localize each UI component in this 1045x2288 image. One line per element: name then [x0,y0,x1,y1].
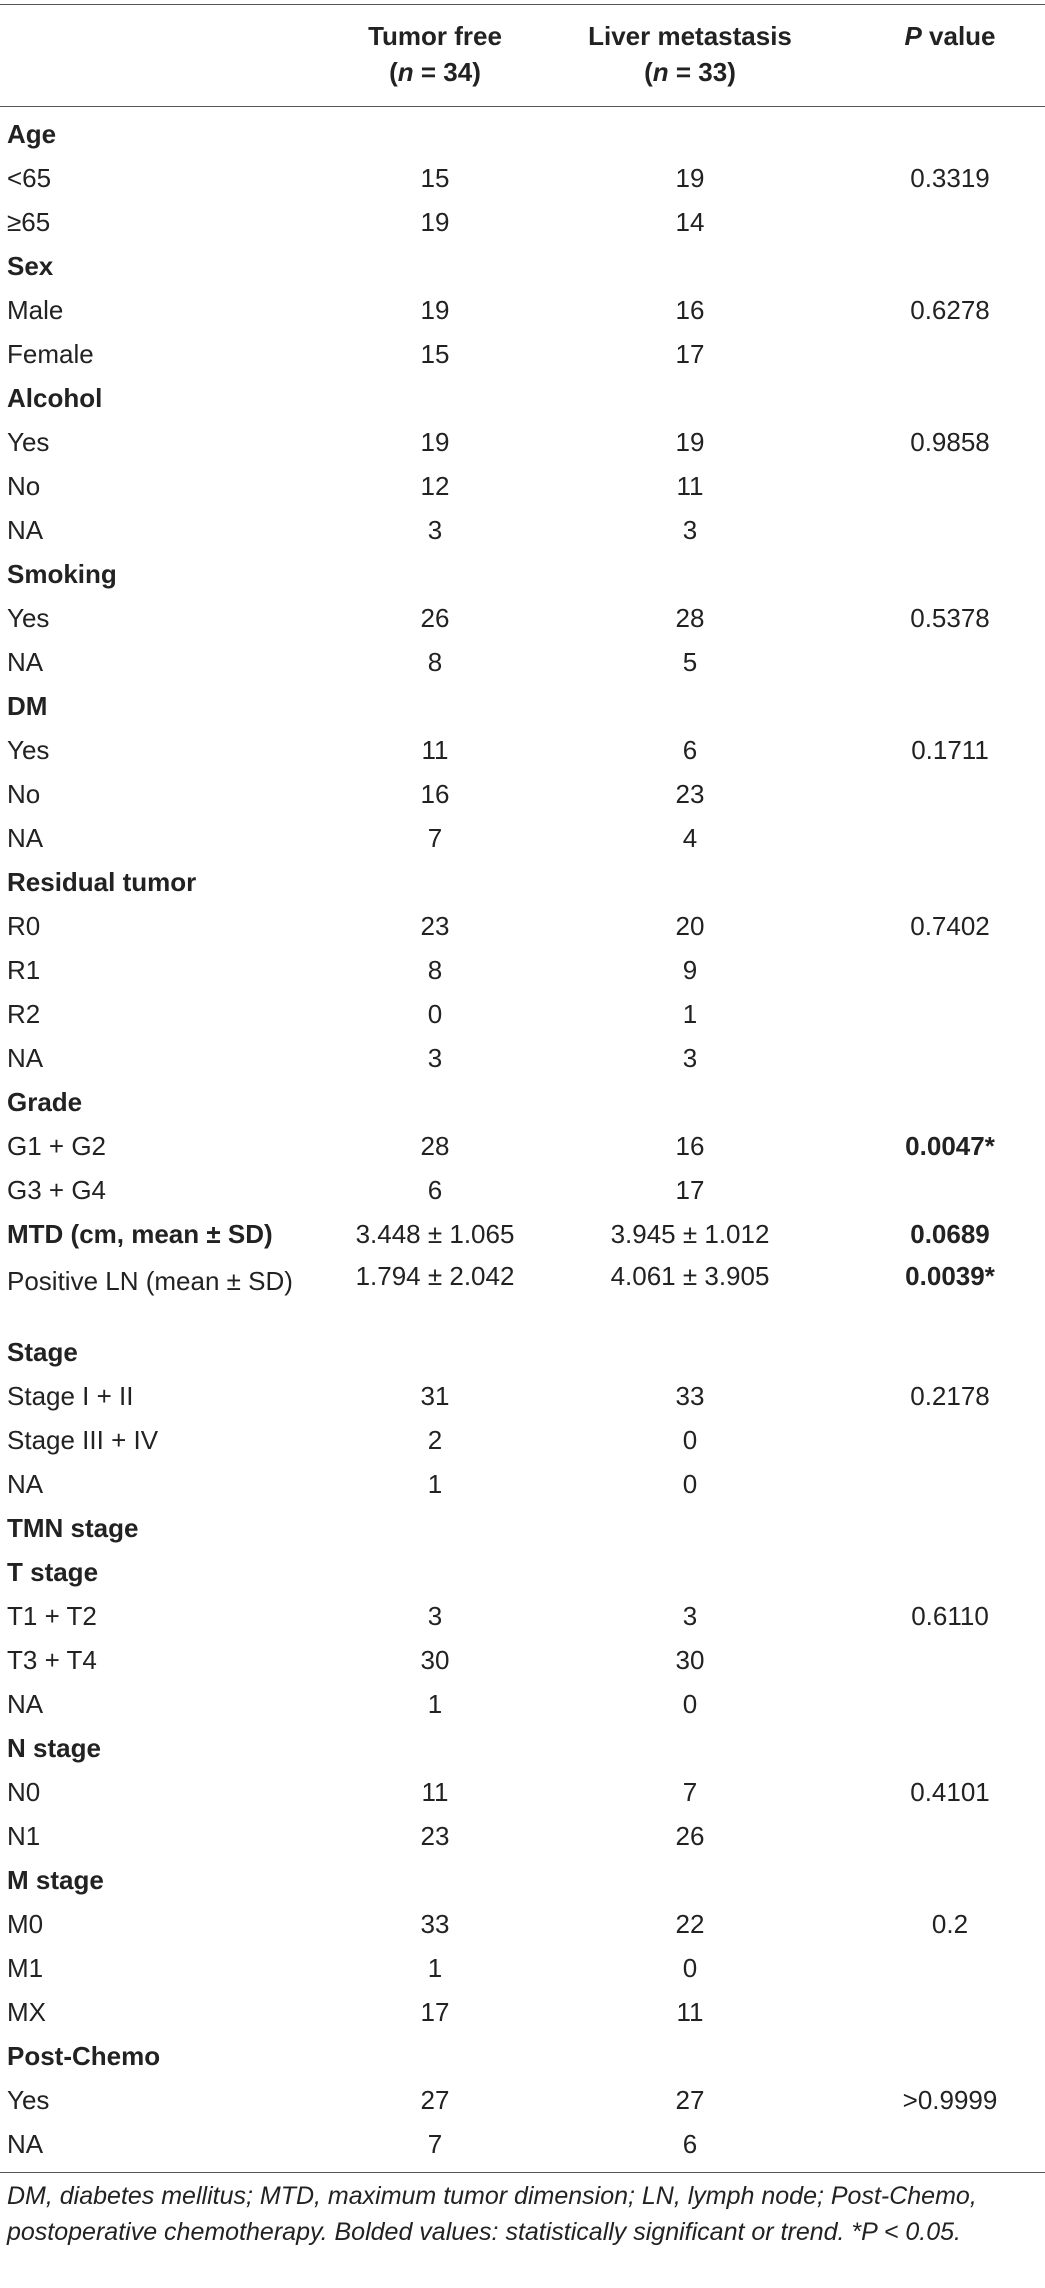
header-liver-metastasis [560,18,820,90]
row-label: T1 + T2 [7,1601,97,1631]
cell-liver-metastasis: 6 [682,2129,698,2159]
row-label: Smoking [7,559,117,589]
row-label: TMN stage [7,1513,139,1543]
table-row [0,508,1045,552]
cell-tumor-free: 0 [427,999,443,1029]
row-label: ≥65 [7,207,51,237]
header-liver-metastasis-value: = 33) [668,57,736,87]
table-row [0,904,1045,948]
table-row [0,1168,1045,1212]
cell-liver-metastasis: 27 [675,2085,705,2115]
header-p-letter: P [904,21,922,51]
row-label: R1 [7,955,41,985]
table-row [0,1902,1045,1946]
cell-liver-metastasis: 23 [675,779,705,809]
cell-tumor-free: 2 [427,1425,443,1455]
cell-tumor-free: 16 [420,779,450,809]
cell-tumor-free: 7 [427,823,443,853]
cell-tumor-free: 1 [427,1469,443,1499]
row-label: DM [7,691,48,721]
header-p-value-title [860,18,1040,54]
cell-p-value: 0.0039* [905,1261,995,1291]
table-section-row [0,860,1045,904]
table-row [0,332,1045,376]
row-label: Post-Chemo [7,2041,161,2071]
cell-tumor-free: 12 [420,471,450,501]
cell-liver-metastasis: 3 [682,515,698,545]
cell-liver-metastasis: 19 [675,427,705,457]
table-row [0,1212,1045,1256]
cell-liver-metastasis: 1 [682,999,698,1029]
table-row [0,1256,1045,1330]
cell-tumor-free: 11 [421,1777,449,1807]
table-row [0,420,1045,464]
table-row [0,772,1045,816]
row-label: R0 [7,911,41,941]
row-label: G1 + G2 [7,1131,106,1161]
row-label: Male [7,295,64,325]
cell-liver-metastasis: 5 [682,647,698,677]
cell-liver-metastasis: 9 [682,955,698,985]
table-row [0,1814,1045,1858]
table-section-row [0,2034,1045,2078]
header-p-rest: value [921,21,996,51]
row-label: Stage III + IV [7,1425,159,1455]
table-section-row [0,1858,1045,1902]
cell-liver-metastasis: 28 [675,603,705,633]
cell-p-value: 0.6278 [910,295,990,325]
cell-tumor-free: 17 [420,1997,450,2027]
cell-tumor-free: 1 [427,1953,443,1983]
header-rule [0,106,1045,107]
row-label: Female [7,339,94,369]
table-section-row [0,244,1045,288]
table-row [0,464,1045,508]
cell-tumor-free: 15 [420,163,450,193]
header-tumor-free-value: = 34) [413,57,481,87]
row-label: Alcohol [7,383,103,413]
table-row [0,1036,1045,1080]
cell-p-value: 0.0689 [910,1219,990,1249]
table-footnote: DM, diabetes mellitus; MTD, maximum tumor dimension; LN, lymph node; Post-Chemo, postoperative chemotherapy. Bolded values: statistically significant or trend. *P < 0.05. [7,2182,977,2246]
table-row [0,948,1045,992]
row-label: Age [7,119,57,149]
cell-liver-metastasis: 0 [682,1469,698,1499]
cell-liver-metastasis: 7 [682,1777,698,1807]
table-section-row [0,1080,1045,1124]
cell-tumor-free: 11 [421,735,449,765]
cell-liver-metastasis: 19 [675,163,705,193]
cell-tumor-free: 7 [427,2129,443,2159]
row-label: Stage I + II [7,1381,134,1411]
cell-liver-metastasis: 17 [675,339,705,369]
cell-tumor-free: 3 [427,515,443,545]
table-row [0,1682,1045,1726]
row-label: Sex [7,251,54,281]
row-label: NA [7,1469,44,1499]
row-label: G3 + G4 [7,1175,106,1205]
table-row [0,1594,1045,1638]
table-row [0,728,1045,772]
cell-p-value: 0.5378 [910,603,990,633]
cell-p-value: 0.2 [931,1909,969,1939]
cell-p-value: 0.7402 [910,911,990,941]
row-label: NA [7,515,44,545]
cell-liver-metastasis: 4 [682,823,698,853]
table-section-row [0,1726,1045,1770]
row-label: Yes [7,735,50,765]
cell-liver-metastasis: 4.061 ± 3.905 [610,1261,770,1291]
cell-tumor-free: 8 [427,647,443,677]
cell-liver-metastasis: 30 [675,1645,705,1675]
row-label: NA [7,2129,44,2159]
bottom-rule [0,2172,1045,2173]
row-label: R2 [7,999,41,1029]
cell-tumor-free: 30 [420,1645,450,1675]
table-section-row [0,1506,1045,1550]
cell-tumor-free: 26 [420,603,450,633]
table-row [0,156,1045,200]
cell-liver-metastasis: 33 [675,1381,705,1411]
cell-tumor-free: 28 [420,1131,450,1161]
row-label: NA [7,1043,44,1073]
row-label: NA [7,647,44,677]
table-section-row [0,684,1045,728]
header-p-value [860,18,1040,54]
table-row [0,1770,1045,1814]
header-tumor-free-n: n [397,57,414,87]
row-label: No [7,471,41,501]
table-row [0,596,1045,640]
cell-liver-metastasis: 0 [682,1425,698,1455]
row-label: MTD (cm, mean ± SD) [7,1219,273,1249]
cell-tumor-free: 19 [420,295,450,325]
table-row [0,1462,1045,1506]
cell-liver-metastasis: 3 [682,1601,698,1631]
header-tumor-free-title: Tumor free [368,21,502,51]
cell-tumor-free: 19 [420,207,450,237]
cell-liver-metastasis: 26 [675,1821,705,1851]
table-row [0,1374,1045,1418]
row-label: Yes [7,603,50,633]
table-row [0,816,1045,860]
cell-liver-metastasis: 16 [675,1131,705,1161]
table-section-row [0,112,1045,156]
table-section-row [0,1330,1045,1374]
cell-liver-metastasis: 0 [682,1689,698,1719]
cell-liver-metastasis: 6 [682,735,698,765]
cell-p-value: 0.3319 [910,163,990,193]
row-label: M0 [7,1909,44,1939]
table-row [0,288,1045,332]
row-label: MX [7,1997,46,2027]
row-label: Yes [7,2085,50,2115]
table-row [0,2122,1045,2166]
cell-liver-metastasis: 3.945 ± 1.012 [610,1219,770,1249]
header-liver-metastasis-count: (n = 33) [644,57,736,87]
row-label: M stage [7,1865,104,1895]
row-label: T3 + T4 [7,1645,97,1675]
cell-liver-metastasis: 17 [675,1175,705,1205]
table-section-row [0,1550,1045,1594]
cell-tumor-free: 3.448 ± 1.065 [355,1219,515,1249]
table-row [0,1418,1045,1462]
cell-liver-metastasis: 14 [675,207,705,237]
top-rule [0,4,1045,5]
row-label: T stage [7,1557,99,1587]
cell-liver-metastasis: 11 [676,471,704,501]
cell-tumor-free: 1 [427,1689,443,1719]
cell-tumor-free: 33 [420,1909,450,1939]
header-tumor-free [330,18,540,90]
row-label: Positive LN (mean ± SD) [7,1266,293,1296]
cell-tumor-free: 27 [420,2085,450,2115]
cell-liver-metastasis: 16 [675,295,705,325]
cell-liver-metastasis: 20 [675,911,705,941]
cell-tumor-free: 23 [420,911,450,941]
cell-tumor-free: 15 [420,339,450,369]
cell-p-value: 0.6110 [911,1601,989,1631]
table-row [0,1124,1045,1168]
cell-liver-metastasis: 0 [682,1953,698,1983]
cell-tumor-free: 19 [420,427,450,457]
cell-tumor-free: 8 [427,955,443,985]
cell-p-value: 0.0047* [905,1131,995,1161]
table-row [0,640,1045,684]
cell-tumor-free: 1.794 ± 2.042 [355,1261,515,1291]
cell-liver-metastasis: 22 [675,1909,705,1939]
header-liver-metastasis-title: Liver metastasis [588,21,792,51]
row-label: No [7,779,41,809]
row-label: N0 [7,1777,41,1807]
row-label: Yes [7,427,50,457]
cell-tumor-free: 6 [427,1175,443,1205]
cell-tumor-free: 3 [427,1043,443,1073]
row-label: N stage [7,1733,101,1763]
table-row [0,1990,1045,2034]
row-label: Stage [7,1337,78,1367]
table-row [0,1946,1045,1990]
row-label: NA [7,1689,44,1719]
table-row [0,1638,1045,1682]
table-section-row [0,552,1045,596]
cell-tumor-free: 3 [427,1601,443,1631]
cell-p-value: 0.1711 [911,735,989,765]
cell-liver-metastasis: 3 [682,1043,698,1073]
cell-tumor-free: 31 [420,1381,450,1411]
header-liver-metastasis-n: n [652,57,669,87]
table-row [0,200,1045,244]
cell-liver-metastasis: 11 [676,1997,704,2027]
cell-p-value: 0.2178 [910,1381,990,1411]
row-label: M1 [7,1953,44,1983]
cell-p-value: >0.9999 [902,2085,998,2115]
table-row [0,2078,1045,2122]
row-label: Residual tumor [7,867,197,897]
row-label: N1 [7,1821,41,1851]
header-tumor-free-count: (n = 34) [389,57,481,87]
table-row [0,992,1045,1036]
row-label: Grade [7,1087,83,1117]
cell-p-value: 0.4101 [910,1777,990,1807]
row-label: NA [7,823,44,853]
table-section-row [0,376,1045,420]
cell-tumor-free: 23 [420,1821,450,1851]
cell-p-value: 0.9858 [910,427,990,457]
row-label: <65 [7,163,52,193]
